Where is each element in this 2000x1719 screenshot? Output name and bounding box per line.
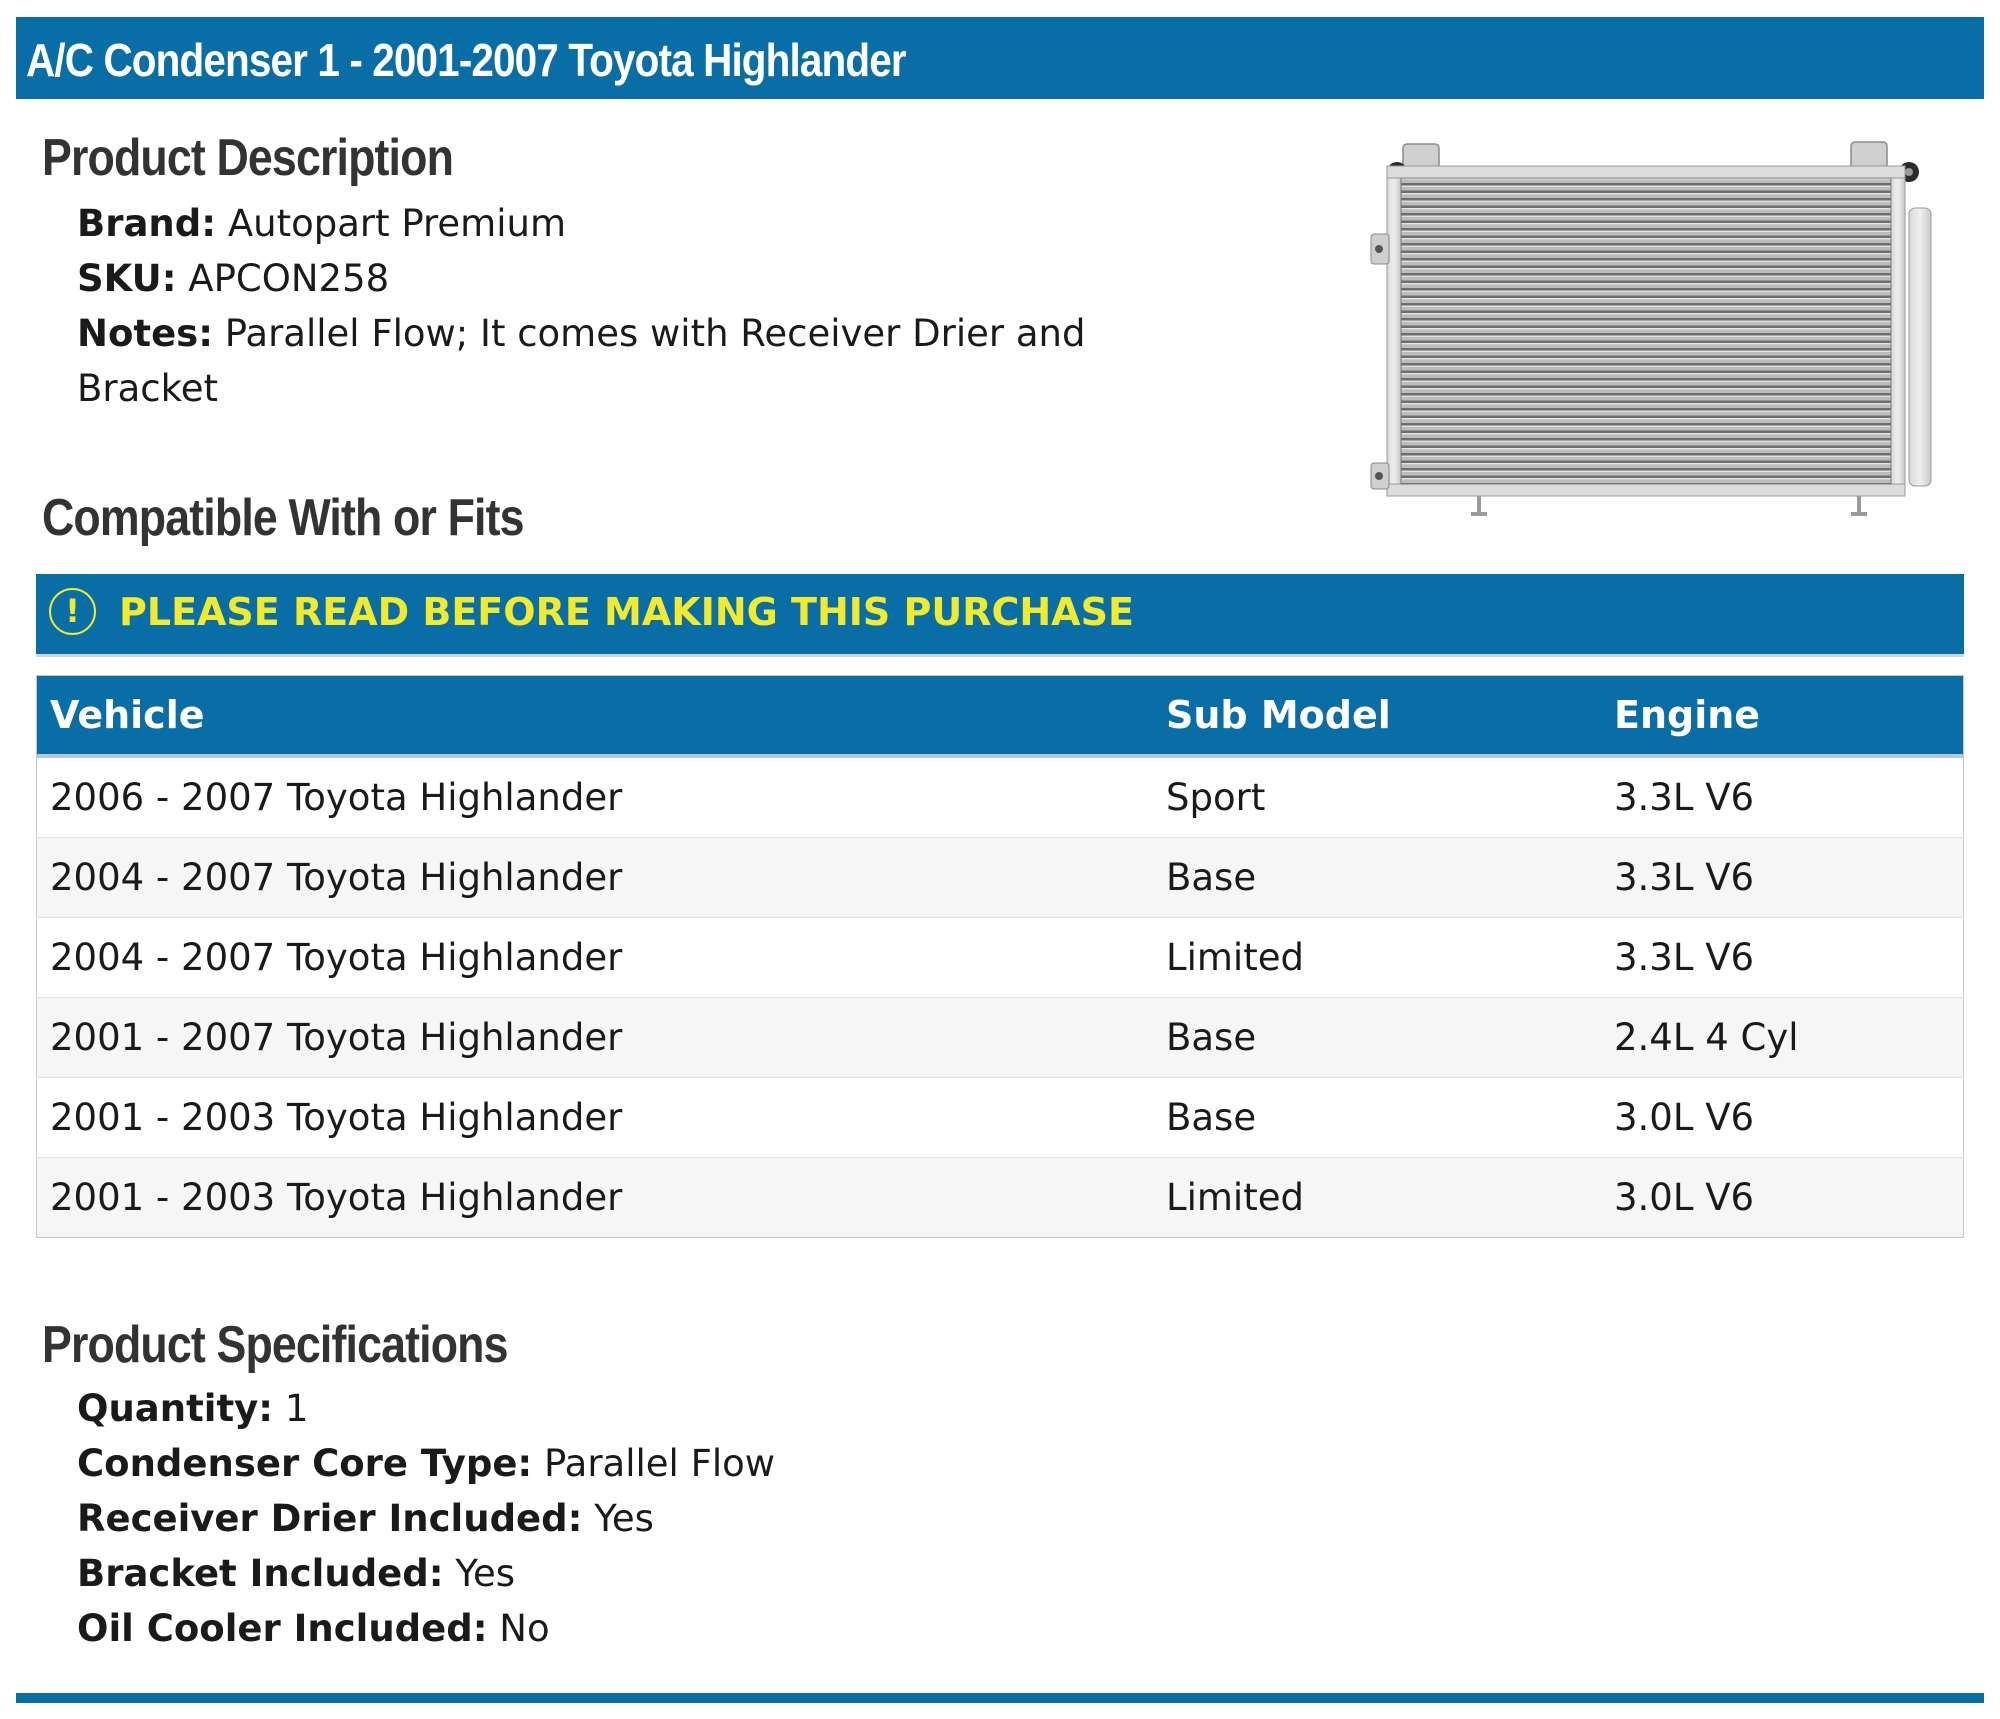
vehicle-cell: 2001 - 2003 Toyota Highlander: [37, 1157, 1154, 1237]
sku-label: SKU:: [77, 257, 177, 300]
sub-model-cell: Sport: [1153, 756, 1601, 838]
vehicle-cell: 2001 - 2007 Toyota Highlander: [37, 997, 1154, 1077]
column-header-engine: Engine: [1601, 676, 1964, 756]
product-specifications-heading: Product Specifications: [42, 1316, 508, 1374]
vehicle-cell: 2001 - 2003 Toyota Highlander: [37, 1077, 1154, 1157]
notes-value: Parallel Flow; It comes with Receiver Drier and Bracket: [77, 312, 1086, 410]
spec-condenser-core-type: [77, 1436, 775, 1491]
spec-label: Condenser Core Type:: [77, 1442, 533, 1485]
engine-cell: 3.0L V6: [1601, 1077, 1964, 1157]
engine-cell: 3.3L V6: [1601, 917, 1964, 997]
table-row: [37, 1077, 1964, 1157]
spec-receiver-drier: [77, 1491, 654, 1546]
spec-quantity: [77, 1381, 308, 1436]
exclamation-circle-icon: !: [49, 588, 96, 635]
product-description-heading: Product Description: [42, 129, 454, 187]
column-header-sub-model: Sub Model: [1153, 676, 1601, 756]
table-row: [37, 837, 1964, 917]
notes-line: [77, 306, 1107, 416]
title-bar: [16, 17, 1984, 99]
spec-label: Oil Cooler Included:: [77, 1607, 488, 1650]
spec-value: No: [499, 1607, 550, 1650]
compatible-heading: Compatible With or Fits: [42, 489, 524, 547]
spec-bracket: [77, 1546, 515, 1601]
sub-model-cell: Base: [1153, 1077, 1601, 1157]
sku-line: [77, 251, 389, 306]
vehicle-cell: 2004 - 2007 Toyota Highlander: [37, 917, 1154, 997]
engine-cell: 3.3L V6: [1601, 756, 1964, 838]
sub-model-cell: Base: [1153, 837, 1601, 917]
vehicle-cell: 2004 - 2007 Toyota Highlander: [37, 837, 1154, 917]
table-row: [37, 1157, 1964, 1237]
column-header-vehicle: Vehicle: [37, 676, 1154, 756]
table-row: [37, 756, 1964, 838]
ac-condenser-image: [1335, 138, 1935, 528]
spec-label: Quantity:: [77, 1387, 274, 1430]
purchase-warning-banner: [36, 574, 1964, 657]
brand-line: [77, 196, 566, 251]
table-row: [37, 997, 1964, 1077]
table-row: [37, 917, 1964, 997]
spec-label: Bracket Included:: [77, 1552, 444, 1595]
engine-cell: 3.0L V6: [1601, 1157, 1964, 1237]
page-title: A/C Condenser 1 - 2001-2007 Toyota Highlander: [26, 34, 906, 86]
brand-value: Autopart Premium: [227, 202, 566, 245]
spec-value: 1: [284, 1387, 309, 1430]
sub-model-cell: Limited: [1153, 917, 1601, 997]
notes-label: Notes:: [77, 312, 213, 355]
fitment-table: [36, 675, 1964, 1238]
spec-oil-cooler: [77, 1601, 550, 1656]
sku-value: APCON258: [188, 257, 390, 300]
bottom-divider: [16, 1693, 1984, 1703]
spec-value: Parallel Flow: [544, 1442, 776, 1485]
sub-model-cell: Limited: [1153, 1157, 1601, 1237]
vehicle-cell: 2006 - 2007 Toyota Highlander: [37, 756, 1154, 838]
table-header-row: [37, 676, 1964, 756]
brand-label: Brand:: [77, 202, 217, 245]
sub-model-cell: Base: [1153, 997, 1601, 1077]
engine-cell: 2.4L 4 Cyl: [1601, 997, 1964, 1077]
spec-value: Yes: [455, 1552, 516, 1595]
engine-cell: 3.3L V6: [1601, 837, 1964, 917]
spec-label: Receiver Drier Included:: [77, 1497, 583, 1540]
warning-text: PLEASE READ BEFORE MAKING THIS PURCHASE: [119, 590, 1134, 634]
spec-value: Yes: [594, 1497, 654, 1540]
